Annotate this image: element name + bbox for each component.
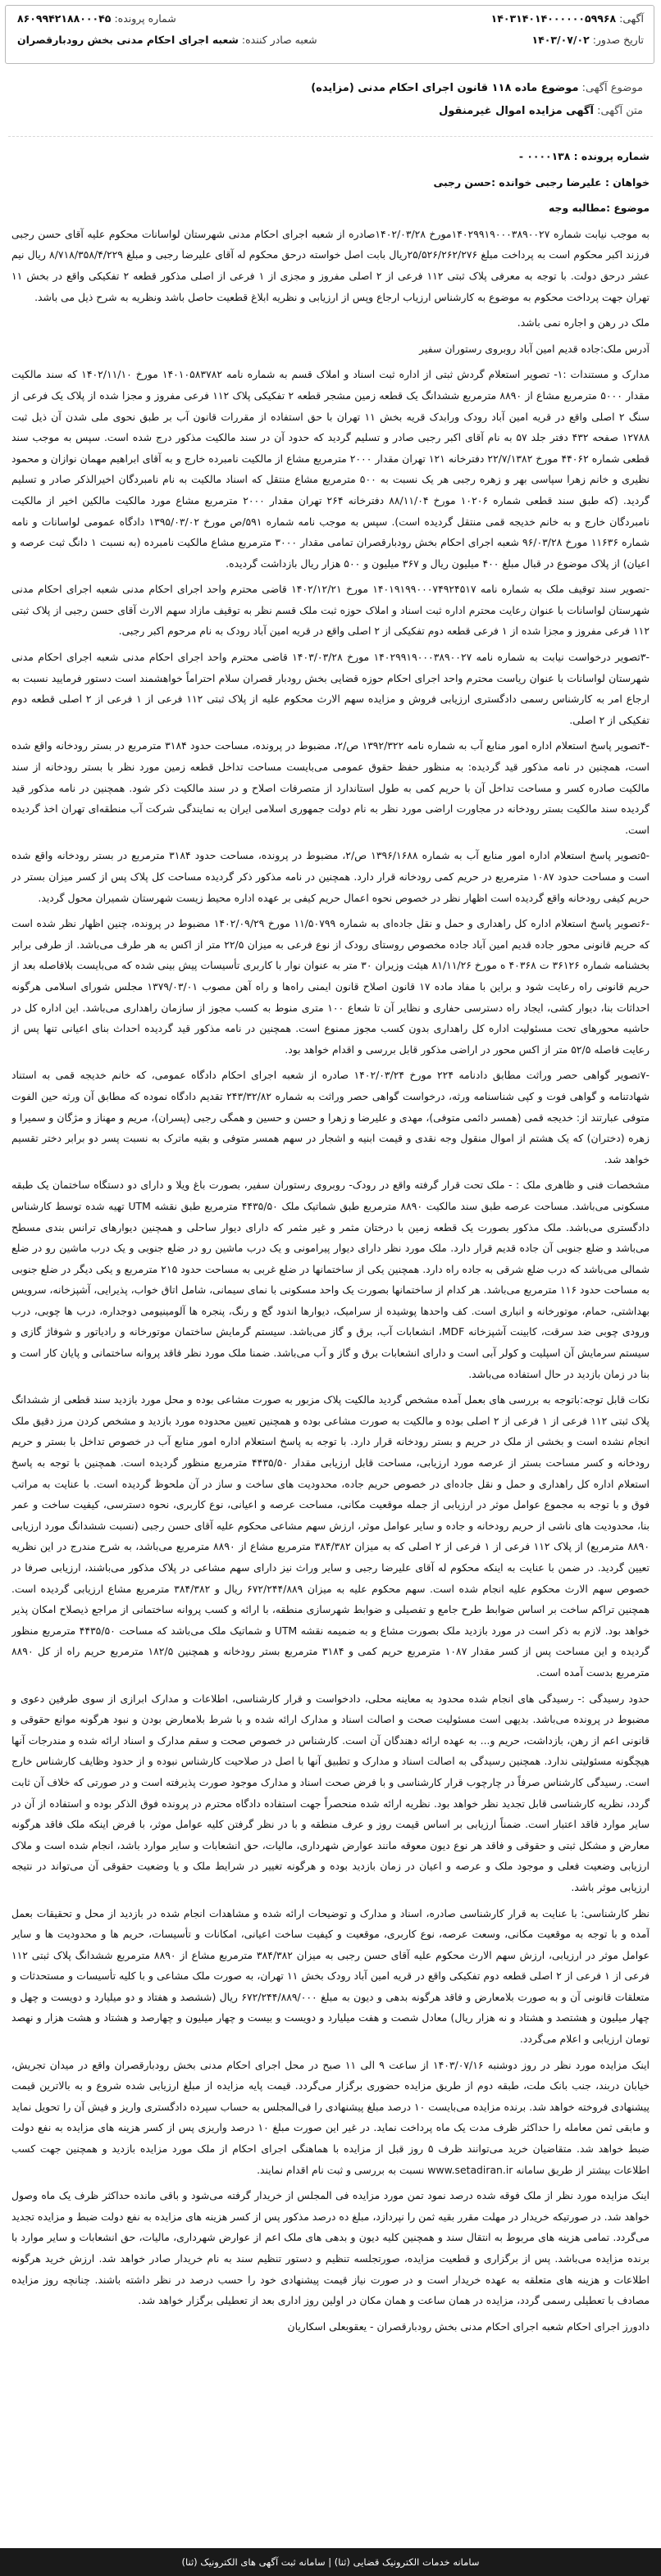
footer-bar — [0, 2548, 661, 2576]
body-paragraph: مدارک و مستندات :۱- تصویر استعلام گردش ثبتی از اداره ثبت اسناد و املاک قسم به شماره نامه ۱۴۰۱۰۵۸۳۷۸۲ مورخ ۱۴۰۲/۱۱/۱۰ که سند مالکیت مقدار ۵۰۰۰ مترمربع مشاع از ۸۸۹۰ مترمربع ششدانگ یک قطعه زمین مشجر قطعه ۲ تفکیکی پلاک ۱۱۲ فرعی مفروز و مجزا شده از پلاک یک فرعی از سنگ ۲ اصلی واقع در قریه امین آباد رودک ورابدک قریه بخش ۱۱ تهران با حق استفاده از مقررات قانون آب بر طبق نحوی ملی شدن آن ذیل ثبت ۱۲۷۸۸ صفحه ۴۳۲ دفتر جلد ۵۷ به نام آقای اکبر رجبی صادر و تسلیم گردید که حدود آن در سند مالکیت مذکور درج شده است. سپس به موجب سند قطعی شماره ۴۴۰۶۲ مورخ ۲۲/۷/۱۳۸۲ دفترخانه ۱۲۱ تهران مقدار ۲۰۰۰ مترمربع مشاع از مالکیت نامبرده خارج و به آقای ابراهیم مهمان نوازان و محمود نظیری و خانم زهرا سپاسی بهر و زهره رجبی هر یک نسبت به ۵۰۰ مترمربع مشاع منتقل که اسناد مالکیت به نام نامبردگان اخیرالذکر صادر و تسلیم گردید. (که طبق سند قطعی شماره ۱۰۲۰۶ مورخ ۸۸/۱۱/۰۴ دفترخانه ۲۶۴ تهران مقدار ۲۰۰۰ مترمربع مشاع مورد مالکیت مالکین اخیر از مالکیت نامبردگان خارج و به خانم خدیجه قمی منتقل گردیده است). سپس به موجب نامه شماره ۵۹۱/ص مورخ ۱۳۹۵/۰۳/۰۲ دادگاه عمومی لواسانات و نامه شماره ۱۱۶۳۶ مورخ ۹۶/۰۳/۲۸ شعبه اجرای احکام بخش رودبارقصران تمامی مقدار ۳۰۰۰ مترمربع مشاع مالکیت نامبرده (به نسبت ۱ دانگ ثبت عرصه و اعیان) از پلاک موضوع در قبال مبلغ ۴۰۰ میلیون ریال و ۳۶۷ میلیون و ۵۰۰ هزار ریال بازداشت گردیده. — [11, 368, 650, 570]
ad-id-row — [491, 12, 644, 25]
date-label: تاریخ صدور: — [592, 34, 644, 46]
title-value: آگهی مزایده اموال غیرمنقول — [439, 105, 594, 117]
body-paragraph: -۵تصویر پاسخ استعلام اداره امور منابع آب به شماره ۱۳۹۶/۱۶۸۸ ص/۲، مضبوط در پرونده، مساحت حدود ۳۱۸۴ مترمربع در بستر رودخانه واقع شده است و مساحت حدود ۱۰۸۷ مترمربع در حریم کمی رودخانه قرار دارد. همچنین در نامه مذکور ذکر گردیده مساحت کل پلاک پس از کسر میزان بستر در حریم کیفی رودخانه واقع گردیده است اظهار نظر در خصوص نحوه اعمال حریم کیفی بر عهده اداره محیط زیست شهرستان شمیران محول گردید. — [11, 849, 650, 904]
body-paragraph: نظر کارشناسی: با عنایت به قرار کارشناسی صادره، اسناد و مدارک و توضیحات ارائه شده و مشاهدات انجام شده در بازدید از محل و تحقیقات بعمل آمده و با توجه به موقعیت مکانی، وسعت عرصه، نوع کاربری، موقعیت و کیفیت ساخت اعیانی، امکانات و تأسیسات، حریم ها و محدودیت ها و سایر عوامل موثر در ارزیابی، ارزش سهم الارث محکوم علیه آقای حسن رجبی به میزان ۳۸۴/۳۸۲ مترمربع مشاع از ۸۸۹۰ مترمربع ششدانگ پلاک ثبتی ۱۱۲ فرعی از ۱ فرعی از ۲ اصلی قطعه دوم تفکیکی واقع در قریه امین آباد رودک بخش ۱۱ تهران، به صورت ملک مشاعی و با کلیه تأسیسات و مستحدثات و متعلقات قانونی آن و به صورت بلامعارض و فاقد هرگونه بدهی و دیون به مبلغ ۶۷۲/۲۴۴/۸۸۹/۰۰۰ ریال (ششصد و هفتاد و دو میلیارد و دویست و چهل و چهار میلیون و هشتصد و هشتاد و نه هزار ریال) معادل شصت و هفت میلیارد و دویست و بیست و چهار میلیون و چهارصد و هشتاد و هشت هزار و نهصد تومان ارزیابی و اعلام می‌گردد. — [11, 1906, 650, 2046]
subject-label: موضوع آگهی: — [581, 82, 643, 94]
property-address: آدرس ملک:جاده قدیم امین آباد روبروی رستوران سفیر — [419, 342, 650, 355]
body-paragraph: به موجب نیابت شماره ۱۴۰۲۹۹۱۹۰۰۰۳۸۹۰۰۲۷مورخ ۱۴۰۲/۰۳/۲۸صادره از شعبه اجرای احکام مدنی شهرستان لواسانات محکوم علیه آقای حسن رجبی فرزند اکبر محکوم است به پرداخت مبلغ ۲۵/۵۲۶/۲۶۲/۲۷۶ریال بابت اصل خواسته درحق محکوم له آقای علیرضا رجبی و مبلغ ۸/۷۱۸/۳۵۸/۴/۲۲۹ ریال نیم عشر درحق دولت. با توجه به معرفی پلاک ثبتی ۱۱۲ فرعی از ۲ اصلی مفروز و مجزی از ۱ فرعی از اصلی مذکور قطعه ۲ تفکیکی واقع در بخش ۱۱ تهران جهت پرداخت محکوم به موضوع به کارشناس ارزیاب ارجاع وپس از ارزیابی و نظریه ابلاغ قطعیت حاصل باشد ونظریه به شرح ذیل می باشد. — [11, 227, 650, 303]
body-paragraph: -۶تصویر پاسخ استعلام اداره کل راهداری و حمل و نقل جاده‌ای به شماره ۱۱/۵۰۷۹۹ مورخ ۱۴۰۲/۰۹/۲۹ مضبوط در پرونده، چنین اظهار نظر شده است که حریم قانونی محور جاده قدیم امین آباد جاده مخصوص روستای رودک از نوع فرعی به میزان ۲۲/۵ متر از اکس به هر طرف می‌باشد. از طرفی برابر بخشنامه شماره ۳۶۱۲۶ ت ۴۰۳۶۸ ه مورخ ۸۱/۱۱/۲۶ هیئت وزیران ۳۰ متر به عنوان نوار با کاربری تأسیسات پیش بینی شده که می‌بایست بلافاصله بعد از حریم قانونی راه رعایت شود و براین با مفاد ماده ۱۷ قانون اصلاح قانون ایمنی راه‌ها و راه آهن مصوب ۱۳۷۹/۰۳/۰۱ مجلس شورای اسلامی هرگونه احداثات بنا، دیوار کشی، ایجاد راه دسترسی حفاری و نظایر آن تا شعاع ۱۰۰ متری منوط به کسب مجوز از سازمان راهداری می‌باشد. این اداره کل در حاشیه محورهای تحت مسئولیت اداره کل راهداری بدون کسب مجوز ممنوع است. همچنین در نامه مذکور قید گردیده احداث بنای اعیانی تنها پس از رعایت فاصله ۵۲/۵ متر از اکس محور در اراضی مذکور قابل بررسی و اقدام خواهد بود. — [11, 917, 650, 1056]
body-paragraph: -۳تصویر درخواست نیابت به شماره نامه ۱۴۰۲۹۹۱۹۰۰۰۳۸۹۰۰۲۷ مورخ ۱۴۰۳/۰۳/۲۸ قاضی محترم واحد اجرای احکام مدنی شعبه اجرای احکام مدنی شهرستان لواسانات با عنوان ریاست محترم واحد اجرای احکام حوزه قضایی بخش رودبار قصران سلام احتراماً خواهشمند است دستور فرمایید نسبت به ارجاع امر به کارشناس رسمی دادگستری ارزیابی فروش و مزایده سهم الارث محکوم علیه از پلاک ثبتی ۱۱۲ فرعی از ۱ فرعی از ۲ اصلی قطعه دوم تفکیکی از ۲ اصلی. — [11, 651, 650, 726]
parties: خواهان : علیرضا رجبی خوانده :حسن رجبی — [433, 175, 650, 189]
body-paragraph: -تصویر سند توقیف ملک به شماره نامه ۱۴۰۱۹۱۹۹۰۰۰۷۴۹۲۴۵۱۷ مورخ ۱۴۰۲/۱۲/۲۱ قاضی محترم واحد اجرای احکام مدنی شعبه اجرای احکام مدنی شهرستان لواسانات با عنوان رعایت محترم اداره ثبت اسناد و املاک حوزه ثبت ملک قسم نظر به توقیف مازاد سهم الارث آقای حسن رجبی از پلاک ثبتی ۱۱۲ فرعی مفروز و مجزا شده از ۱ فرعی قطعه دوم تفکیکی از ۲ اصلی واقع در قریه امین آباد رودک به نام مرحوم اکبر رجبی. — [11, 583, 650, 638]
case-subject: موضوع :مطالبه وجه — [549, 202, 650, 215]
footer-text: سامانه خدمات الکترونیک قضایی (ثنا) | سامانه ثبت آگهی های الکترونیک (ثنا) — [181, 2556, 480, 2568]
subject-value: موضوع ماده ۱۱۸ قانون اجرای احکام مدنی (مزایده) — [311, 82, 579, 94]
body-paragraph: حدود رسیدگی :- رسیدگی های انجام شده محدود به معاینه محلی، دادخواست و قرار کارشناسی، اطلاعات و مدارک ابرازی از سوی طرفین دعوی و مضبوط در پرونده می‌باشد. بدیهی است مسئولیت صحت و اصالت اسناد و مدارک ارائه شده و با شرط بلامعارض بودن و نبود هرگونه موانع حقوقی و قانونی اعم از رهن، بازداشت، حریم و... به عهده ارائه دهندگان آن است. کارشناس در خصوص صحت و سقم مدارک و اسناد ارائه شده و مندرجات آنها هیچگونه مسئولیتی ندارد. همچنین رسیدگی به اصالت اسناد و مدارک و تطبیق آنها با اصل در صلاحیت کارشناس نبوده و از حدود وظایف کارشناس خارج است. رسیدگی کارشناس صرفاً در چارچوب قرار کارشناسی و با فرض صحت اسناد و مدارک موجود صورت پذیرفته است و در صورتی که خلاف آن ثابت گردد، نظریه کارشناسی قابل تجدید نظر خواهد بود. نظریه ارائه شده منحصراً جهت استفاده دادگاه محترم در پرونده فوق الذکر بوده و استفاده از آن در سایر موارد فاقد اعتبار است. ضمناً ارزیابی بر اساس قیمت روز و عرف منطقه و با در نظر گرفتن کلیه عوامل موثر، با فرض اینکه ملک فاقد هرگونه معارض و مشکل ثبتی و حقوقی و فاقد هر نوع دیون معوقه مانند عوارض شهرداری، مالیات، حق انشعابات و سایر موارد باشد، انجام شده است و ملاک ارزیابی وضعیت فعلی و موجود ملک و عرصه و اعیان در زمان بازدید بوده و هرگونه تغییر در شرایط ملک و یا وضعیت حقوقی آن می‌تواند در نتیجه ارزیابی موثر باشد. — [11, 1692, 650, 1893]
topic-divider — [8, 136, 653, 137]
date-value: ۱۴۰۳/۰۷/۰۲ — [531, 34, 590, 46]
body-paragraph: ملک در رهن و اجاره نمی باشد. — [517, 316, 650, 329]
issuer-label: شعبه صادر کننده: — [241, 34, 317, 46]
body-paragraph: نکات قابل توجه:باتوجه به بررسی های بعمل آمده مشخص گردید مالکیت پلاک مزبور به صورت مشاعی بوده و محل مورد بازدید سند قطعی از ششدانگ پلاک ثبتی ۱۱۲ فرعی از ۱ فرعی از ۲ اصلی بوده و مالکیت به صورت مشاعی بوده و همچنین تعیین محدوده مورد بازدید و مشخص کردن مرز دقیق ملک انجام نشده است و بخشی از ملک در حریم و بستر رودخانه قرار دارد. با توجه به پاسخ استعلام اداره امور منابع آب در خصوص تداخل با بستر و حریم رودخانه و کسر مساحت بستر از عرصه مورد ارزیابی، مساحت قابل ارزیابی مقدار ۴۴۳۵/۵۰ مترمربع منظور گردیده است. همچنین با توجه به پاسخ استعلام اداره کل راهداری و حمل و نقل جاده‌ای در خصوص حریم جاده، محدودیت های ساخت و ساز در آن ملحوظ گردیده است. با عنایت به مراتب فوق و با توجه به مجموع عوامل موثر در ارزیابی از جمله موقعیت مکانی، مساحت عرصه و اعیانی، نوع کاربری، نحوه دسترسی، کیفیت ساخت و عمر بنا، محدودیت های ناشی از حریم رودخانه و جاده و سایر عوامل موثر، ارزش سهم مشاعی محکوم علیه آقای حسن رجبی (نسبت ششدانگ مورد ارزیابی ۸۸۹۰ مترمربع) از پلاک ۱۱۲ فرعی از ۱ فرعی از ۲ اصلی که به میزان ۳۸۴/۳۸۲ مترمربع مشاع از ۸۸۹۰ مترمربع می‌باشد، به شرح مندرج در این نظریه تعیین گردید. در ضمن با عنایت به اینکه محکوم له آقای علیرضا رجبی و سایر وراث نیز دارای سهم مشاعی در پلاک مذکور می‌باشند، ارزیابی صرفا در خصوص سهم الارث محکوم علیه انجام شده است. سهم محکوم علیه به میزان ۶۷۲/۲۴۴/۸۸۹ ریال و ۳۸۴/۳۸۲ مترمربع مشاع ارزیابی گردیده است. همچنین تراکم ساخت بر اساس ضوابط طرح جامع و تفصیلی و ضوابط شهرسازی منطقه، با ارائه و کسب پروانه ساختمانی از مراجع ذیصلاح امکان پذیر خواهد بود. لازم به ذکر است در مورد بازدید ملک بصورت مشاع و به ضمیمه نقشه UTM و شماتیک ملک می‌باشد که مساحت ۴۴۳۵/۵۰ مترمربع منظور گردیده و این مساحت پس از کسر مقدار ۱۰۸۷ مترمربع حریم کمی و ۳۱۸۴ مترمربع بستر رودخانه و همچنین ۱۸۲/۵ مترمربع حریم راه از کل ۸۸۹۰ مترمربع بدست آمده است. — [11, 1393, 650, 1679]
subject-row — [311, 82, 643, 94]
issuer-value: شعبه اجرای احکام مدنی بخش رودبارقصران — [17, 34, 239, 46]
body-paragraph: مشخصات فنی و ظاهری ملک : - ملک تحت قرار گرفته واقع در رودک- روبروی رستوران سفیر، بصورت باغ ویلا و دارای دو دستگاه ساختمان یک طبقه مسکونی می‌باشد. مساحت عرصه طبق سند مالکیت ۸۸۹۰ مترمربع طبق شماتیک ملک ۴۴۳۵/۵۰ مترمربع طبق نقشه UTM تهیه شده توسط کارشناس دادگستری می‌باشد. ملک مذکور بصورت یک قطعه زمین با درختان مثمر و غیر مثمر که دارای دیوار ساحلی و همچنین دیوارهای ترانس بندی مسطح می‌باشد و ضلع جنوبی آن جاده قدیم قرار دارد. ملک مورد نظر دارای دیوار پیرامونی و یک درب ماشین رو در ضلع جنوبی و یک درب ماشین رو در ضلع شمالی می‌باشد که درب ضلع شرقی به جاده راه دارد. همچنین یکی از ساختمانها در ضلع غربی به مساحت حدود ۲۱۵ مترمربع و یکی دیگر در ضلع جنوبی به مساحت حدود ۱۱۶ مترمربع می‌باشد. هر کدام از ساختمانها بصورت یک واحد مسکونی با نمای سیمانی، شامل اتاق خواب، پذیرایی، آشپزخانه، سرویس بهداشتی، حمام، موتورخانه و انباری است. کف واحدها پوشیده از سرامیک، دیوارها اندود گچ و رنگ، پنجره ها آلومینیومی دوجداره، درب ها چوبی، درب ورودی چوبی ضد سرقت، کابینت آشپزخانه MDF، انشعابات آب، برق و گاز می‌باشد. سیستم گرمایش ساختمان موتورخانه و رادیاتور و شوفاژ گازی و سیستم سرمایش آن اسپلیت و کولر آبی است و دارای انشعابات برق و گاز و آب می‌باشد. ضمنا ملک مورد نظر فاقد پروانه ساختمانی و پایان کار است و بنا در زمان بازدید در حال استفاده می‌باشد. — [11, 1179, 650, 1380]
tracking-row — [17, 12, 176, 25]
case-number: شماره پرونده : ۰۰۰۰۱۳۸ - — [518, 150, 650, 162]
title-label: متن آگهی: — [597, 105, 643, 117]
body-paragraph: اینک مزایده مورد نظر در روز دوشنبه ۱۴۰۳/۰۷/۱۶ از ساعت ۹ الی ۱۱ صبح در محل اجرای احکام مدنی بخش رودبارقصران واقع در میدان تجریش، خیابان دربند، جنب بانک ملت، طبقه دوم از طریق مزایده حضوری برگزار می‌گردد. قیمت پایه مزایده از مبلغ ارزیابی شده شروع و به بالاترین قیمت پیشنهادی فروخته خواهد شد. برنده مزایده می‌بایست ۱۰ درصد مبلغ پیشنهادی را فی‌المجلس به حساب سپرده دادگستری واریز و فیش آن را تحویل نماید و مابقی ثمن معامله را حداکثر ظرف مدت یک ماه پرداخت نماید. در غیر این صورت مبلغ ۱۰ درصد واریزی پس از کسر هزینه های مزایده به نفع دولت ضبط خواهد شد. متقاضیان خرید می‌توانند ظرف ۵ روز قبل از مزایده با هماهنگی اجرای احکام از ملک مورد مزایده بازدید و همچنین جهت کسب اطلاعات بیشتر از طریق سامانه www.setadiran.ir نسبت به بررسی و ثبت نام اقدام نمایند. — [11, 2058, 650, 2176]
notice-body — [11, 146, 650, 2506]
issuer-row — [17, 34, 317, 46]
tracking-label: شماره پرونده: — [114, 12, 176, 25]
title-row — [439, 105, 643, 117]
body-paragraph: -۷تصویر گواهی حصر وراثت مطابق دادنامه ۲۲۴ مورخ ۱۴۰۲/۰۳/۲۴ صادره از شعبه اجرای احکام دادگاه عمومی، که خانم خدیجه قمی به استناد شهادتنامه و گواهی فوت و کپی شناسنامه ورثه، درخواست گواهی حصر وراثت به شماره ۲۴۳/۳۲/۸۲ تقدیم دادگاه نموده که مطابق آن ورثه حین الفوت متوفی عبارتند از: خدیجه قمی (همسر دائمی متوفی)، مهدی و علیرضا و زهرا و حسن و حسین و همگی رجبی (پسران)، مریم و مهناز و مژگان و سمیرا و زهره (دختران) که یک هشتم از اموال منقول وجه نقدی و قیمت ابنیه و اشجار در سهم همسر متوفی و بقیه ماترک به نسبت پسر دو برابر دختر تقسیم خواهد شد. — [11, 1069, 650, 1165]
body-paragraph: -۴تصویر پاسخ استعلام اداره امور منابع آب به شماره نامه ۱۳۹۲/۳۲۲ ص/۲، مضبوط در پرونده، مساحت حدود ۳۱۸۴ مترمربع در بستر رودخانه واقع شده است، همچنین در نامه مذکور قید گردیده: به منظور حفظ حقوق عمومی می‌بایست مساحت تداخل قطعه زمین مورد نظر با بستر رودخانه از سند مالکیت صادره کسر و مساحت تداخل آن با حریم کمی به طول استاندارد از متصرفات اصلاح و در سند مالکیت ذکر شود. همچنین در نامه مذکور قید گردیده سند مالکیت بستر رودخانه در مجاورت اراضی مورد نظر به نام دولت جمهوری اسلامی ایران به نمایندگی شرکت آب منطقه‌ای تهران اخذ گردیده است. — [11, 739, 650, 836]
header-box — [5, 5, 654, 64]
signature-line: دادورز اجرای احکام شعبه اجرای احکام مدنی بخش رودبارقصران - یعقوبعلی اسکاریان — [287, 2319, 650, 2333]
body-paragraph: اینک مزایده مورد نظر از ملک فوقه شده درصد نمود تمن مورد مزایده فی المجلس از خریدار گرفته می‌شود و باقی مانده حداکثر ظرف یک ماه وصول خواهد شد. در صورتیکه خریدار در مهلت مقرر بقیه ثمن را نپردازد، مبلغ ده درصد مذکور پس از کسر هزینه های مزایده به نفع دولت ضبط و مزایده تجدید می‌گردد. تمامی هزینه های مربوط به انتقال سند و همچنین کلیه دیون و بدهی های ملک اعم از عوارض شهرداری، مالیات، حق انشعابات و سایر موارد با برنده مزایده می‌باشد. پس از برگزاری و قطعیت مزایده، صورتجلسه تنظیم و دستور تنظیم سند به نام خریدار صادر خواهد شد. ارزش خرید هرگونه اطلاعات و هزینه های متعلقه به عهده خریدار است و در صورت نیاز قیمت پیشنهادی خود را حسب درصد در نظر داشته باشند. چنانچه روز مزایده مصادف با تعطیلی رسمی گردد، مزایده در همان ساعت و همان مکان در اولین روز اداری بعد از تعطیلی برگزار خواهد شد. — [11, 2189, 650, 2307]
ad-id-label: آگهی: — [619, 12, 644, 25]
tracking-value: ۸۶۰۹۹۴۲۱۸۸۰۰۰۴۵ — [17, 12, 112, 25]
ad-id-value: ۱۴۰۳۱۴۰۱۴۰۰۰۰۰۰۵۹۹۶۸ — [490, 12, 617, 25]
date-row — [532, 34, 644, 46]
